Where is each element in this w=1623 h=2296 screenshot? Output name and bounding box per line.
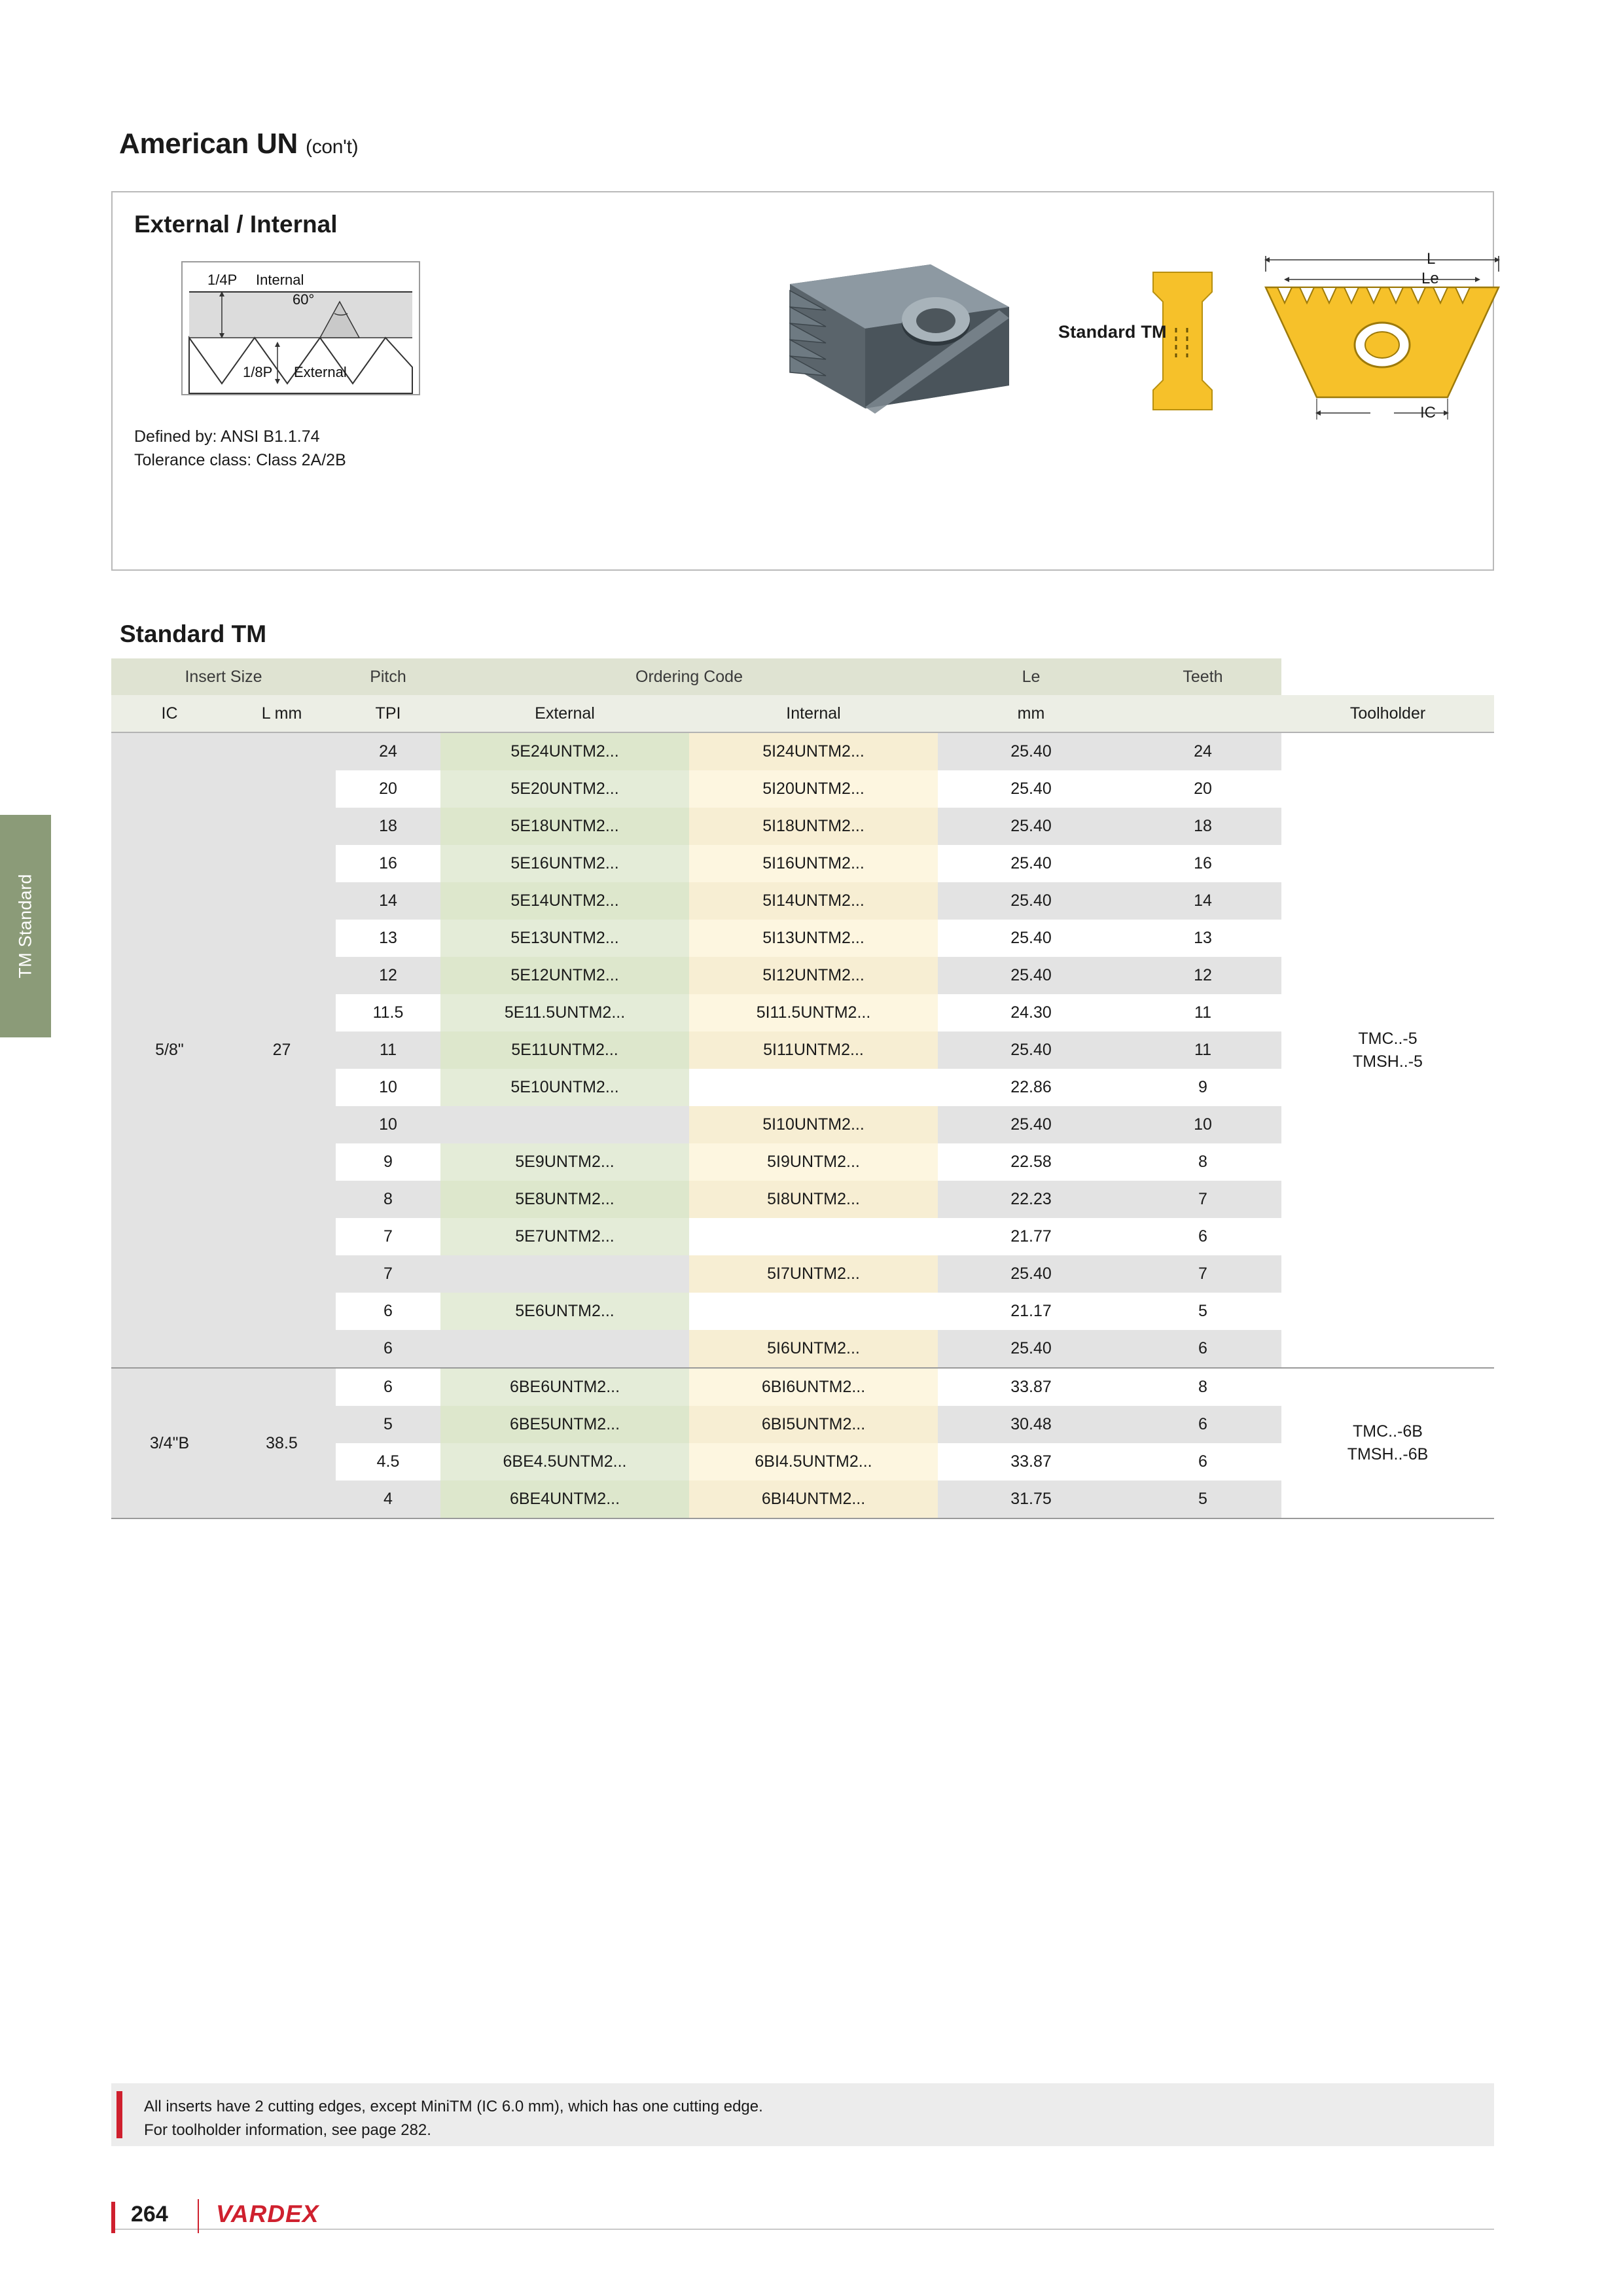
footnote-line-1: All inserts have 2 cutting edges, except MiniTM (IC 6.0 mm), which has one cutting edge. (144, 2098, 763, 2115)
cell-internal-code: 6BI4.5UNTM2... (689, 1443, 938, 1480)
cell-teeth: 5 (1124, 1293, 1281, 1330)
cell-internal-code (689, 1218, 938, 1255)
cell-external-code: 5E7UNTM2... (440, 1218, 689, 1255)
col-header-tpi: TPI (336, 695, 440, 732)
page-number: 264 (131, 2202, 168, 2227)
insert-side-view (1140, 266, 1225, 429)
thread-profile-diagram (181, 261, 420, 395)
cell-internal-code: 5I18UNTM2... (689, 808, 938, 845)
cell-external-code: 5E9UNTM2... (440, 1143, 689, 1181)
cell-teeth: 24 (1124, 732, 1281, 770)
cell-teeth: 11 (1124, 994, 1281, 1031)
cell-le-mm: 22.23 (938, 1181, 1124, 1218)
cell-tpi: 6 (336, 1293, 440, 1330)
cell-internal-code: 5I8UNTM2... (689, 1181, 938, 1218)
cell-tpi: 11.5 (336, 994, 440, 1031)
label-internal: Internal (256, 272, 304, 288)
footnote-box (111, 2083, 1494, 2146)
cell-tpi: 12 (336, 957, 440, 994)
cell-le-mm: 33.87 (938, 1443, 1124, 1480)
col-header-ic: IC (111, 695, 228, 732)
cell-internal-code: 6BI5UNTM2... (689, 1406, 938, 1443)
cell-teeth: 12 (1124, 957, 1281, 994)
page-title-suffix: (con't) (306, 136, 359, 158)
cell-external-code: 5E20UNTM2... (440, 770, 689, 808)
table-row (111, 1368, 1494, 1406)
cell-tpi: 4.5 (336, 1443, 440, 1480)
cell-tpi: 6 (336, 1330, 440, 1368)
cell-toolholder (1281, 1368, 1494, 1518)
cell-tpi: 20 (336, 770, 440, 808)
table-column-header-row (111, 695, 1494, 732)
cell-internal-code: 5I12UNTM2... (689, 957, 938, 994)
cell-le-mm: 22.58 (938, 1143, 1124, 1181)
group-header-teeth: Teeth (1124, 658, 1281, 695)
cell-tpi: 7 (336, 1218, 440, 1255)
cell-le-mm: 25.40 (938, 732, 1124, 770)
cell-insert-size-ic: 3/4"B (111, 1368, 228, 1518)
col-header-teeth (1124, 695, 1281, 732)
cell-internal-code: 6BI4UNTM2... (689, 1480, 938, 1518)
cell-external-code (440, 1330, 689, 1368)
cell-teeth: 14 (1124, 882, 1281, 920)
label-angle: 60° (293, 291, 315, 308)
defined-by-block (134, 425, 346, 473)
table-group-header-row (111, 658, 1494, 695)
cell-teeth: 18 (1124, 808, 1281, 845)
external-internal-panel (111, 191, 1494, 571)
tolerance-class-text: Tolerance class: Class 2A/2B (134, 451, 346, 470)
cell-external-code: 5E12UNTM2... (440, 957, 689, 994)
cell-external-code: 5E8UNTM2... (440, 1181, 689, 1218)
cell-le-mm: 21.17 (938, 1293, 1124, 1330)
group-header-le: Le (938, 658, 1124, 695)
cell-teeth: 8 (1124, 1368, 1281, 1406)
cell-external-code: 5E13UNTM2... (440, 920, 689, 957)
cell-external-code: 6BE6UNTM2... (440, 1368, 689, 1406)
standard-tm-table-wrap (111, 658, 1494, 1519)
cell-internal-code: 5I7UNTM2... (689, 1255, 938, 1293)
cell-teeth: 10 (1124, 1106, 1281, 1143)
cell-le-mm: 25.40 (938, 845, 1124, 882)
cell-external-code: 6BE4UNTM2... (440, 1480, 689, 1518)
cell-tpi: 6 (336, 1368, 440, 1406)
cell-internal-code: 5I24UNTM2... (689, 732, 938, 770)
table-body (111, 732, 1494, 1518)
cell-le-mm: 25.40 (938, 920, 1124, 957)
cell-internal-code: 5I13UNTM2... (689, 920, 938, 957)
cell-teeth: 9 (1124, 1069, 1281, 1106)
cell-insert-size-ic: 5/8" (111, 732, 228, 1368)
cell-internal-code: 5I11.5UNTM2... (689, 994, 938, 1031)
col-header-l-mm: L mm (228, 695, 336, 732)
dim-label-le: Le (1421, 270, 1439, 287)
cell-tpi: 9 (336, 1143, 440, 1181)
footnote-accent-bar (116, 2091, 122, 2138)
cell-teeth: 11 (1124, 1031, 1281, 1069)
cell-external-code (440, 1106, 689, 1143)
footer-accent-bar (111, 2202, 115, 2233)
footer-divider (198, 2199, 199, 2233)
cell-external-code: 5E16UNTM2... (440, 845, 689, 882)
cell-external-code: 5E24UNTM2... (440, 732, 689, 770)
col-header-external: External (440, 695, 689, 732)
cell-tpi: 7 (336, 1255, 440, 1293)
cell-tpi: 10 (336, 1069, 440, 1106)
cell-insert-size-l: 38.5 (228, 1368, 336, 1518)
cell-le-mm: 30.48 (938, 1406, 1124, 1443)
cell-external-code: 5E11UNTM2... (440, 1031, 689, 1069)
cell-le-mm: 25.40 (938, 1106, 1124, 1143)
cell-internal-code: 5I11UNTM2... (689, 1031, 938, 1069)
cell-le-mm: 25.40 (938, 957, 1124, 994)
cell-teeth: 6 (1124, 1443, 1281, 1480)
col-header-internal: Internal (689, 695, 938, 732)
page-title (119, 128, 358, 160)
cell-tpi: 10 (336, 1106, 440, 1143)
cell-internal-code: 5I14UNTM2... (689, 882, 938, 920)
cell-teeth: 7 (1124, 1255, 1281, 1293)
cell-external-code: 5E18UNTM2... (440, 808, 689, 845)
cell-tpi: 13 (336, 920, 440, 957)
standard-tm-caption: Standard TM (1058, 322, 1167, 342)
side-tab-tm-standard (0, 815, 51, 1037)
cell-le-mm: 25.40 (938, 1330, 1124, 1368)
cell-external-code: 6BE4.5UNTM2... (440, 1443, 689, 1480)
cell-le-mm: 31.75 (938, 1480, 1124, 1518)
cell-le-mm: 25.40 (938, 808, 1124, 845)
label-external: External (294, 364, 347, 380)
standard-tm-table (111, 658, 1494, 1518)
cell-teeth: 6 (1124, 1218, 1281, 1255)
cell-tpi: 8 (336, 1181, 440, 1218)
cell-le-mm: 25.40 (938, 1031, 1124, 1069)
cell-le-mm: 21.77 (938, 1218, 1124, 1255)
cell-teeth: 16 (1124, 845, 1281, 882)
cell-le-mm: 25.40 (938, 1255, 1124, 1293)
cell-teeth: 6 (1124, 1330, 1281, 1368)
group-header-ordering-code: Ordering Code (440, 658, 938, 695)
cell-tpi: 18 (336, 808, 440, 845)
toolholder-line-2: TMSH..-5 (1353, 1052, 1423, 1071)
label-quarter-p: 1/4P (207, 272, 238, 288)
side-tab-label: TM Standard (15, 874, 35, 978)
toolholder-line-1: TMC..-5 (1358, 1029, 1418, 1048)
section-heading-standard-tm: Standard TM (120, 620, 267, 647)
footnote-text (144, 2095, 763, 2142)
cell-teeth: 6 (1124, 1406, 1281, 1443)
footnote-line-2: For toolholder information, see page 282. (144, 2121, 431, 2139)
label-eighth-p: 1/8P (243, 364, 273, 380)
cell-toolholder (1281, 732, 1494, 1368)
cell-internal-code: 6BI6UNTM2... (689, 1368, 938, 1406)
cell-external-code: 5E6UNTM2... (440, 1293, 689, 1330)
cell-tpi: 11 (336, 1031, 440, 1069)
table-bottom-rule (111, 1518, 1494, 1519)
cell-tpi: 14 (336, 882, 440, 920)
cell-internal-code: 5I20UNTM2... (689, 770, 938, 808)
cell-le-mm: 25.40 (938, 882, 1124, 920)
cell-external-code: 5E10UNTM2... (440, 1069, 689, 1106)
insert-3d-illustration (767, 245, 1048, 428)
cell-tpi: 24 (336, 732, 440, 770)
cell-teeth: 20 (1124, 770, 1281, 808)
toolholder-line-2: TMSH..-6B (1347, 1445, 1429, 1463)
cell-internal-code (689, 1293, 938, 1330)
group-header-blank (1281, 658, 1494, 695)
cell-external-code: 6BE5UNTM2... (440, 1406, 689, 1443)
group-header-pitch: Pitch (336, 658, 440, 695)
cell-internal-code: 5I10UNTM2... (689, 1106, 938, 1143)
dim-label-ic: IC (1420, 404, 1436, 422)
dim-label-l: L (1427, 250, 1436, 268)
table-row (111, 732, 1494, 770)
panel-title: External / Internal (134, 211, 338, 238)
page-title-main: American UN (119, 128, 298, 160)
cell-le-mm: 24.30 (938, 994, 1124, 1031)
toolholder-line-1: TMC..-6B (1353, 1422, 1423, 1441)
cell-external-code (440, 1255, 689, 1293)
footer-rule (111, 2229, 1494, 2230)
cell-teeth: 13 (1124, 920, 1281, 957)
cell-tpi: 4 (336, 1480, 440, 1518)
standard-tm-front-view (1251, 242, 1513, 438)
cell-tpi: 5 (336, 1406, 440, 1443)
cell-le-mm: 22.86 (938, 1069, 1124, 1106)
cell-teeth: 7 (1124, 1181, 1281, 1218)
defined-by-text: Defined by: ANSI B1.1.74 (134, 427, 320, 446)
col-header-toolholder: Toolholder (1281, 695, 1494, 732)
cell-teeth: 8 (1124, 1143, 1281, 1181)
cell-teeth: 5 (1124, 1480, 1281, 1518)
cell-internal-code: 5I16UNTM2... (689, 845, 938, 882)
cell-internal-code: 5I9UNTM2... (689, 1143, 938, 1181)
cell-le-mm: 25.40 (938, 770, 1124, 808)
col-header-mm: mm (938, 695, 1124, 732)
cell-external-code: 5E14UNTM2... (440, 882, 689, 920)
cell-le-mm: 33.87 (938, 1368, 1124, 1406)
cell-insert-size-l: 27 (228, 732, 336, 1368)
cell-tpi: 16 (336, 845, 440, 882)
cell-internal-code (689, 1069, 938, 1106)
group-header-insert-size: Insert Size (111, 658, 336, 695)
brand-logo: VARDEX (216, 2200, 319, 2227)
cell-external-code: 5E11.5UNTM2... (440, 994, 689, 1031)
cell-internal-code: 5I6UNTM2... (689, 1330, 938, 1368)
